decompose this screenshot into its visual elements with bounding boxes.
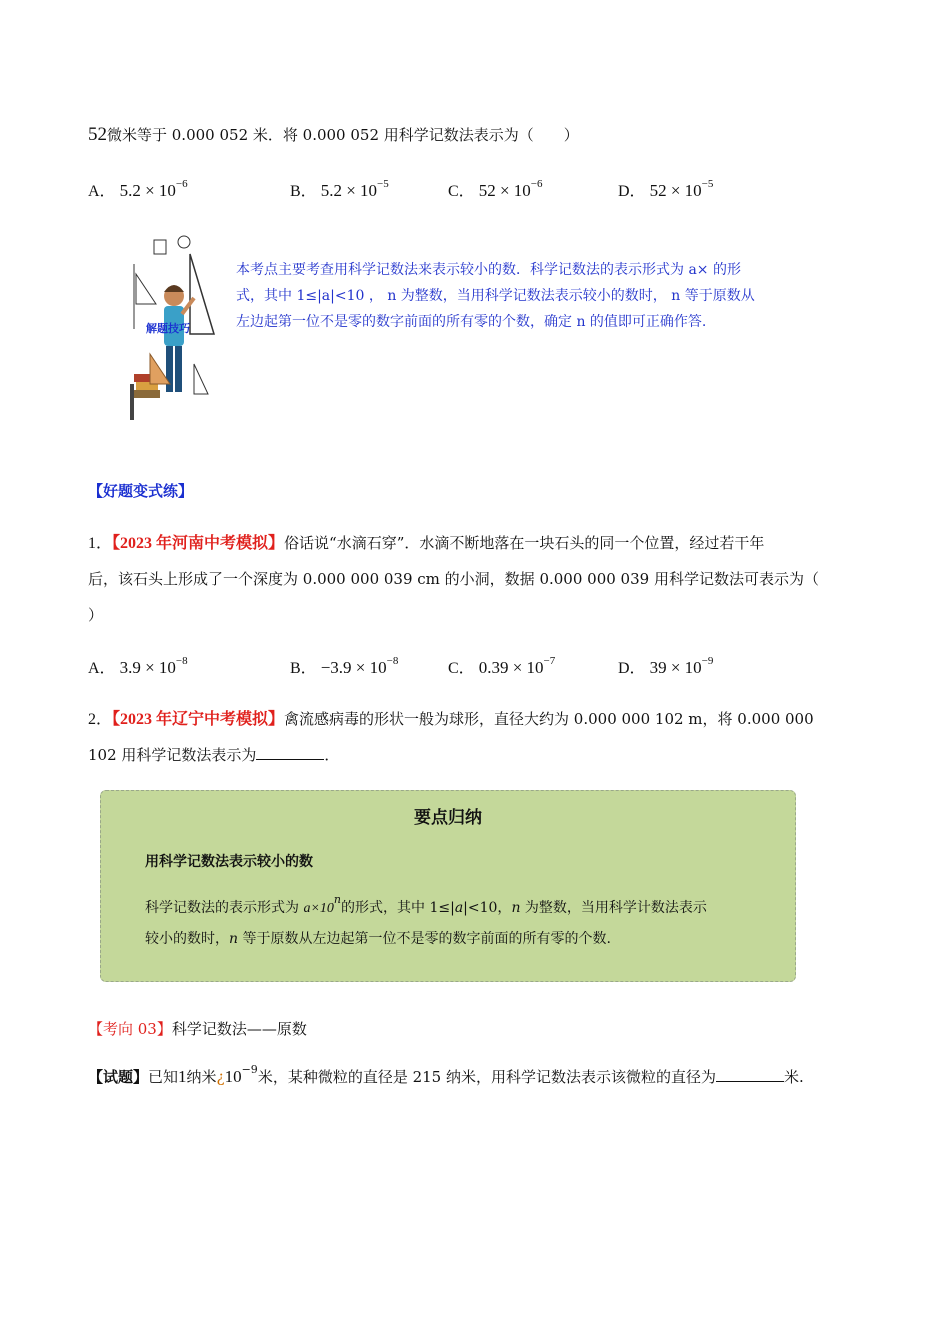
summary-subtitle: 用科学记数法表示较小的数 bbox=[145, 854, 313, 870]
option-b[interactable]: B． $5.2 \times 10^{-5}$ bbox=[290, 177, 389, 200]
summary-line-1: 科学记数法的表示形式为 $a\times 10^n$的形式，其中 1≤|a|<10，n 为整数，当用科学计数法表示 bbox=[145, 893, 707, 916]
intro-question-text: 微米等于 0.000 052 米．将 0.000 052 用科学记数法表示为（ ） bbox=[107, 126, 579, 144]
summary-box bbox=[100, 790, 796, 982]
q1-option-b[interactable]: B． $-3.9 \times 10^{-8}$ bbox=[290, 654, 399, 677]
tip-box bbox=[236, 257, 836, 335]
kaoxiang-tag: 【考向 03】 bbox=[88, 1020, 172, 1038]
intro-question bbox=[88, 124, 579, 147]
trial-question: 【试题】已知1纳米¿$10^{-9}$米，某种微粒的直径是 215 纳米，用科学记数法表示该微粒的直径为 米. bbox=[88, 1063, 804, 1086]
option-c[interactable]: C． $52 \times 10^{-6}$ bbox=[448, 177, 543, 200]
teacher-illustration bbox=[124, 234, 224, 424]
q1-number: 1． bbox=[88, 535, 113, 552]
trial-answer-blank[interactable] bbox=[716, 1067, 784, 1082]
q2-line-1 bbox=[88, 706, 814, 729]
q1-text-2: 后，该石头上形成了一个深度为 0.000 000 039 cm 的小洞，数据 0.000 000 039 用科学记数法可表示为（ bbox=[88, 570, 819, 588]
summary-title: 要点归纳 bbox=[414, 808, 482, 828]
q2-source: 【2023 年辽宁中考模拟】 bbox=[112, 711, 285, 728]
q2-text-2: 102 用科学记数法表示为 bbox=[88, 746, 257, 764]
kaoxiang-heading bbox=[88, 1018, 307, 1039]
intro-lead-number: 52 bbox=[88, 124, 107, 145]
tip-line-3: 左边起第一位不是零的数字前面的所有零的个数，确定 n 的值即可正确作答. bbox=[236, 314, 707, 330]
q2-answer-blank[interactable] bbox=[256, 745, 324, 760]
q1-text-3: ） bbox=[88, 608, 104, 624]
q1-options bbox=[88, 655, 848, 679]
q1-option-a[interactable]: A． $3.9 \times 10^{-8}$ bbox=[88, 654, 188, 677]
q1-line-1 bbox=[88, 530, 764, 553]
tip-line-1: 本考点主要考查用科学记数法来表示较小的数．科学记数法的表示形式为 a× 的形 bbox=[236, 262, 741, 278]
option-a[interactable]: A． $5.2 \times 10^{-6}$ bbox=[88, 177, 188, 200]
illustration-caption: 解题技巧 bbox=[146, 322, 190, 335]
q2-number: 2． bbox=[88, 711, 113, 728]
q2-line-2 bbox=[88, 744, 339, 765]
practice-heading: 【好题变式练】 bbox=[88, 482, 194, 500]
option-d[interactable]: D． $52 \times 10^{-5}$ bbox=[618, 177, 714, 200]
q1-option-d[interactable]: D． $39 \times 10^{-9}$ bbox=[618, 654, 714, 677]
intro-options bbox=[88, 178, 848, 202]
tip-line-2: 式，其中 1≤|a|<10 ， n 为整数，当用科学记数法表示较小的数时， n 等于原数从 bbox=[236, 288, 755, 304]
q1-source: 【2023 年河南中考模拟】 bbox=[112, 535, 285, 552]
q1-option-c[interactable]: C． $0.39 \times 10^{-7}$ bbox=[448, 654, 556, 677]
summary-line-2: 较小的数时，n 等于原数从左边起第一位不是零的数字前面的所有零的个数. bbox=[145, 931, 611, 947]
summary-body bbox=[145, 893, 795, 954]
kaoxiang-title: 科学记数法——原数 bbox=[171, 1020, 307, 1038]
q1-text-1: 俗话说“水滴石穿”．水滴不断地落在一块石头的同一个位置，经过若干年 bbox=[284, 534, 765, 552]
q2-text-1: 禽流感病毒的形状一般为球形，直径大约为 0.000 000 102 m，将 0.000 000 bbox=[284, 710, 814, 728]
q2-end: ． bbox=[324, 746, 340, 764]
trial-tag: 【试题】 bbox=[88, 1068, 149, 1086]
